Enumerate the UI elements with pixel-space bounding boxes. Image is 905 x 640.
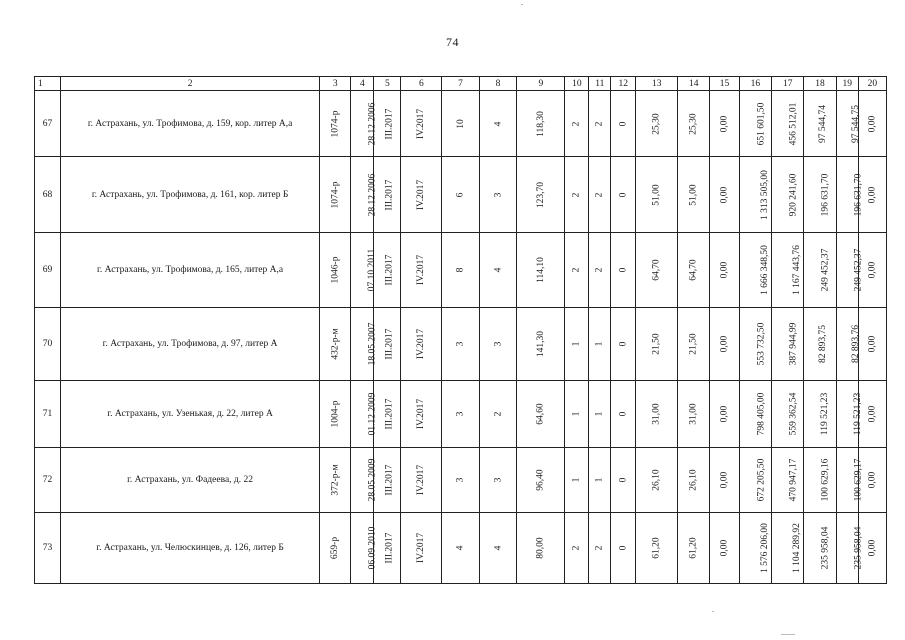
cell-c14 [678,308,710,381]
column-header-8: 8 [479,77,517,91]
cell-value-c10: 2 [571,192,582,197]
cell-c8 [479,308,517,381]
row-number-cell: 73 [35,513,61,584]
cell-value-c15: 0,00 [719,471,730,489]
cell-c3 [320,448,351,513]
cell-value-c18: 82 893,75 [818,325,829,363]
cell-c6 [401,513,442,584]
cell-c3 [320,157,351,233]
cell-value-c13: 21,50 [651,333,662,355]
cell-c8 [479,233,517,308]
cell-value-c15: 0,00 [719,186,730,203]
column-header-16: 16 [739,77,771,91]
cell-value-c18: 235 958,04 [820,526,831,570]
column-header-14: 14 [678,77,710,91]
cell-value-c8: 3 [493,192,504,197]
cell-value-c3: 1074-р [330,110,341,137]
cell-c13 [636,157,678,233]
cell-value-c10: 2 [571,267,582,273]
cell-value-c4: 18.05.2007 [367,322,378,366]
cell-value-c5: III.2017 [384,398,395,430]
cell-value-c7: 3 [455,477,466,483]
cell-c16 [739,91,771,157]
cell-value-c20: 0,00 [867,186,878,203]
column-header-19: 19 [836,77,858,91]
column-header-5: 5 [374,77,401,91]
cell-value-c4: 28.12.2006 [367,173,378,216]
header-row [35,77,887,91]
cell-value-c7: 3 [455,341,466,347]
cell-c5 [374,157,401,233]
scan-speck [781,634,795,635]
cell-c12 [611,157,636,233]
cell-c18 [804,448,836,513]
cell-value-c7: 10 [455,118,466,129]
cell-c8 [479,91,517,157]
column-header-10: 10 [565,77,589,91]
page-number: 74 [446,35,459,49]
cell-c20 [858,91,886,157]
cell-c16 [739,308,771,381]
cell-value-c9: 114,10 [535,257,546,283]
cell-c16 [739,157,771,233]
cell-c17 [772,513,804,584]
column-header-3: 3 [320,77,351,91]
cell-value-c15: 0,00 [719,335,730,353]
cell-c19 [836,381,863,448]
cell-c14 [678,381,710,448]
cell-c5 [374,233,401,308]
cell-value-c11: 2 [594,192,605,197]
cell-c10 [565,91,589,157]
table-row [35,448,887,513]
table-row [35,381,887,448]
cell-value-c7: 8 [455,267,466,273]
cell-c14 [678,157,710,233]
cell-c15 [710,448,739,513]
cell-c16 [739,381,771,448]
cell-value-c13: 26,10 [651,469,662,491]
cell-value-c5: III.2017 [384,108,395,139]
cell-value-c8: 3 [493,341,504,347]
cell-value-c14: 61,20 [688,537,699,559]
cell-c4 [351,233,378,308]
cell-value-c11: 2 [594,121,605,126]
cell-c6 [401,233,442,308]
cell-c8 [479,157,517,233]
cell-c4 [351,157,378,233]
cell-c14 [678,233,710,308]
cell-value-c13: 31,00 [651,403,662,425]
cell-c4 [351,513,378,584]
cell-c19 [836,157,864,233]
cell-c8 [479,513,517,584]
cell-value-c8: 4 [493,121,504,126]
cell-c19 [836,308,861,381]
cell-value-c13: 25,30 [651,112,662,135]
cell-c6 [401,157,442,233]
cell-c4 [351,308,378,381]
cell-value-c7: 3 [455,411,466,417]
cell-c19 [836,233,864,308]
cell-c7 [442,448,480,513]
cell-value-c3: 659-р [330,536,341,560]
cell-value-c14: 21,50 [688,333,699,355]
cell-c17 [772,448,804,513]
cell-c19 [836,91,861,157]
cell-value-c18: 100 629,16 [820,458,831,502]
cell-c12 [611,513,636,584]
cell-c16 [739,448,771,513]
row-number-cell: 67 [35,91,61,157]
row-number-cell: 69 [35,233,61,308]
cell-value-c4: 28.12.2006 [367,102,378,145]
cell-c18 [804,381,836,448]
cell-c4 [351,91,378,157]
cell-value-c9: 118,30 [535,110,546,137]
cell-value-c19: 196 631,70 [853,173,864,216]
cell-value-c7: 6 [455,192,466,197]
column-header-12: 12 [611,77,636,91]
cell-value-c14: 31,00 [688,403,699,425]
cell-value-c17: 470 947,17 [788,458,799,502]
cell-c6 [401,448,442,513]
column-header-11: 11 [589,77,611,91]
cell-c11 [589,233,611,308]
cell-value-c17: 1 104 289,92 [791,523,802,573]
cell-c4 [351,448,378,513]
cell-value-c12: 0 [618,477,629,483]
table-row [35,233,887,308]
row-number-cell: 70 [35,308,61,381]
cell-value-c12: 0 [618,192,629,197]
cell-c18 [804,157,836,233]
column-header-13: 13 [636,77,678,91]
cell-value-c8: 4 [493,267,504,273]
cell-c18 [804,513,836,584]
cell-c14 [678,513,710,584]
cell-value-c6: IV.2017 [416,179,427,210]
cell-c12 [611,91,636,157]
cell-value-c6: IV.2017 [416,254,427,286]
cell-c7 [442,513,480,584]
cell-value-c11: 1 [594,341,605,347]
table-row [35,308,887,381]
cell-c7 [442,91,480,157]
cell-value-c14: 64,70 [688,259,699,281]
column-header-7: 7 [442,77,480,91]
cell-value-c4: 07.10.2011 [367,248,378,292]
cell-value-c5: III.2017 [384,179,395,210]
cell-c3 [320,233,351,308]
cell-value-c9: 80,00 [535,537,546,559]
cell-value-c18: 249 452,37 [820,248,831,292]
cell-c3 [320,513,351,584]
cell-c10 [565,308,589,381]
column-header-9: 9 [517,77,565,91]
cell-value-c9: 64,60 [535,403,546,425]
cell-value-c6: IV.2017 [416,398,427,430]
cell-c15 [710,308,739,381]
cell-c11 [589,308,611,381]
cell-value-c14: 26,10 [688,469,699,491]
cell-value-c19: 97 544,75 [850,104,861,143]
cell-c7 [442,157,480,233]
address-cell: г. Астрахань, ул. Трофимова, д. 97, литер А [61,308,320,381]
cell-value-c3: 372-р-м [330,464,341,496]
cell-c11 [589,91,611,157]
cell-value-c10: 1 [571,411,582,417]
cell-c13 [636,308,678,381]
column-header-6: 6 [401,77,442,91]
cell-value-c11: 2 [594,545,605,551]
cell-value-c6: IV.2017 [416,328,427,360]
cell-c13 [636,381,678,448]
cell-c9 [517,233,565,308]
cell-c13 [636,91,678,157]
cell-c10 [565,381,589,448]
cell-value-c10: 1 [571,477,582,483]
table-header [35,77,887,91]
cell-c15 [710,381,739,448]
cell-value-c3: 432-р-м [330,328,341,360]
column-header-2: 2 [61,77,320,91]
cell-value-c12: 0 [618,341,629,347]
cell-c5 [374,448,401,513]
cell-value-c19: 249 452,37 [853,248,864,292]
cell-value-c13: 51,00 [651,183,662,206]
cell-c17 [772,308,804,381]
cell-value-c15: 0,00 [719,405,730,423]
cell-value-c20: 0,00 [867,115,878,132]
cell-c3 [320,381,351,448]
cell-c10 [565,513,589,584]
cell-c4 [351,381,378,448]
cell-value-c19: 119 521,23 [852,392,863,436]
cell-c11 [589,513,611,584]
cell-c13 [636,448,678,513]
cell-value-c4: 01.12.2009 [367,392,378,436]
address-cell: г. Астрахань, ул. Трофимова, д. 165, литер А,а [61,233,320,308]
cell-value-c9: 123,70 [535,181,546,208]
cell-value-c20: 0,00 [867,539,878,557]
cell-value-c16: 553 732,50 [756,322,767,366]
cell-c10 [565,233,589,308]
cell-value-c6: IV.2017 [416,464,427,496]
cell-c13 [636,233,678,308]
cell-c17 [772,91,804,157]
cell-value-c18: 97 544,74 [818,104,829,143]
cell-c10 [565,157,589,233]
cell-c7 [442,308,480,381]
cell-c17 [772,233,804,308]
cell-c12 [611,381,636,448]
cell-c15 [710,513,739,584]
cell-value-c7: 4 [455,545,466,551]
cell-value-c8: 4 [493,545,504,551]
address-cell: г. Астрахань, ул. Трофимова, д. 159, кор. литер А,а [61,91,320,157]
cell-c3 [320,91,351,157]
cell-c19 [836,448,864,513]
cell-value-c11: 1 [594,477,605,483]
cell-value-c5: III.2017 [384,254,395,286]
cell-value-c14: 25,30 [688,112,699,135]
cell-value-c8: 3 [493,477,504,483]
cell-c18 [804,308,836,381]
cell-value-c8: 2 [493,411,504,417]
cell-value-c15: 0,00 [719,261,730,279]
cell-value-c6: IV.2017 [416,532,427,564]
address-cell: г. Астрахань, ул. Узенькая, д. 22, литер А [61,381,320,448]
cell-c14 [678,448,710,513]
cell-c9 [517,308,565,381]
scan-speck [521,4,523,5]
cell-value-c10: 1 [571,341,582,347]
cell-c15 [710,233,739,308]
cell-c7 [442,233,480,308]
row-number-cell: 68 [35,157,61,233]
cell-value-c3: 1046-р [330,256,341,284]
cell-value-c12: 0 [618,267,629,273]
cell-value-c14: 51,00 [688,183,699,206]
cell-value-c3: 1004-р [330,400,341,428]
cell-c18 [804,91,836,157]
cell-c9 [517,91,565,157]
table-body [35,91,887,584]
column-header-20: 20 [858,77,886,91]
cell-value-c18: 119 521,23 [820,392,831,436]
cell-value-c18: 196 631,70 [820,173,831,216]
cell-value-c12: 0 [618,411,629,417]
cell-c11 [589,448,611,513]
cell-value-c15: 0,00 [719,539,730,557]
cell-value-c9: 96,40 [535,469,546,491]
cell-value-c6: IV.2017 [416,108,427,139]
cell-c6 [401,381,442,448]
cell-value-c20: 0,00 [867,261,878,279]
cell-value-c20: 0,00 [867,335,878,353]
cell-c20 [858,308,886,381]
cell-c12 [611,233,636,308]
cell-c18 [804,233,836,308]
cell-c6 [401,308,442,381]
cell-c6 [401,91,442,157]
cell-value-c15: 0,00 [719,115,730,132]
cell-value-c19: 100 629,17 [853,458,864,502]
cell-c9 [517,448,565,513]
column-header-15: 15 [710,77,739,91]
cell-c15 [710,91,739,157]
address-cell: г. Астрахань, ул. Трофимова, д. 161, кор. литер Б [61,157,320,233]
cell-c8 [479,381,517,448]
cell-c9 [517,381,565,448]
column-header-17: 17 [772,77,804,91]
cell-value-c16: 1 576 206,00 [759,523,770,573]
cell-value-c16: 1 666 348,50 [759,245,770,295]
cell-value-c17: 387 944,99 [788,322,799,366]
cell-value-c3: 1074-р [330,181,341,208]
cell-value-c13: 61,20 [651,537,662,559]
cell-value-c13: 64,70 [651,259,662,281]
cell-value-c17: 559 362,54 [788,392,799,436]
cell-value-c16: 651 601,50 [756,102,767,145]
address-cell: г. Астрахань, ул. Фадеева, д. 22 [61,448,320,513]
cell-value-c16: 1 313 505,00 [759,169,770,220]
cell-c13 [636,513,678,584]
cell-value-c11: 1 [594,411,605,417]
cell-c5 [374,381,401,448]
cell-c16 [739,233,771,308]
cell-c7 [442,381,480,448]
cell-value-c19: 82 893,76 [850,325,861,363]
cell-value-c5: III.2017 [384,532,395,564]
cell-c10 [565,448,589,513]
cell-c15 [710,157,739,233]
cell-c16 [739,513,771,584]
cell-value-c10: 2 [571,545,582,551]
cell-c17 [772,381,804,448]
cell-c17 [772,157,804,233]
column-header-4: 4 [351,77,374,91]
cell-value-c17: 920 241,60 [788,173,799,216]
cell-value-c4: 06.09.2010 [367,526,378,570]
cell-value-c4: 28.05.2009 [367,458,378,502]
cell-value-c12: 0 [618,545,629,551]
scan-speck [712,611,714,612]
cell-c9 [517,157,565,233]
cell-value-c10: 2 [571,121,582,126]
cell-c5 [374,91,401,157]
cell-c8 [479,448,517,513]
table-row [35,91,887,157]
cell-value-c9: 141,30 [535,330,546,358]
cell-value-c12: 0 [618,121,629,126]
cell-value-c5: III.2017 [384,464,395,496]
cell-value-c17: 1 167 443,76 [791,245,802,295]
row-number-cell: 71 [35,381,61,448]
cell-c5 [374,308,401,381]
cell-value-c16: 798 405,00 [756,392,767,436]
column-header-18: 18 [804,77,836,91]
cell-value-c11: 2 [594,267,605,273]
column-header-1: 1 [35,77,61,91]
cell-value-c5: III.2017 [384,328,395,360]
cell-c5 [374,513,401,584]
cell-c9 [517,513,565,584]
cell-value-c19: 235 958,04 [853,526,864,570]
cell-c11 [589,157,611,233]
table-row [35,513,887,584]
registry-table [34,76,887,584]
table-row [35,157,887,233]
cell-c19 [836,513,864,584]
address-cell: г. Астрахань, ул. Челюскинцев, д. 126, литер Б [61,513,320,584]
cell-c14 [678,91,710,157]
cell-value-c17: 456 512,01 [788,102,799,145]
cell-value-c20: 0,00 [867,405,878,423]
cell-c11 [589,381,611,448]
cell-c12 [611,448,636,513]
cell-c3 [320,308,351,381]
cell-value-c20: 0,00 [867,471,878,489]
cell-c12 [611,308,636,381]
cell-value-c16: 672 205,50 [756,458,767,502]
row-number-cell: 72 [35,448,61,513]
